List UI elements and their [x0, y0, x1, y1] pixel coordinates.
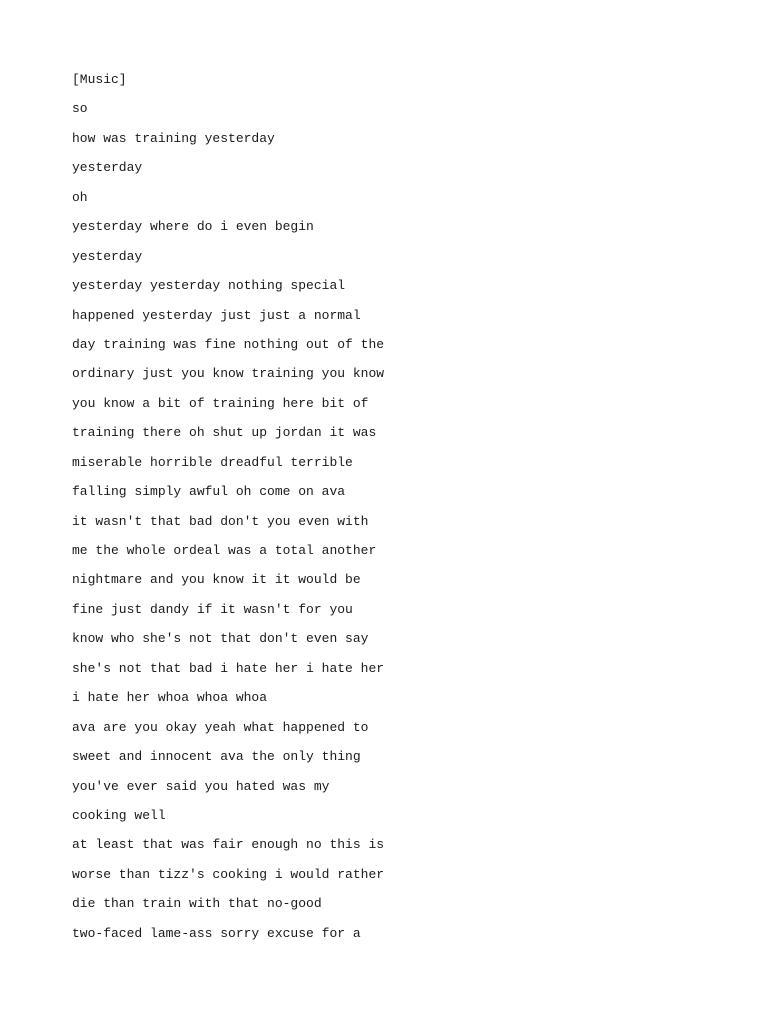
- transcript-line: me the whole ordeal was a total another: [72, 543, 377, 558]
- transcript-line: she's not that bad i hate her i hate her: [72, 660, 385, 676]
- transcript-line: training there oh shut up jordan it was: [72, 425, 377, 441]
- transcript-line: falling simply awful oh come on ava: [72, 484, 346, 500]
- transcript-line: know who she's not that don't even say: [72, 631, 369, 647]
- transcript-line: sweet and innocent ava the only thing: [72, 749, 361, 765]
- transcript-line: you've ever said you hated was my: [72, 778, 330, 794]
- transcript-line: yesterday where do i even begin: [72, 219, 314, 235]
- transcript-line: so: [72, 101, 88, 117]
- transcript-line: [Music]: [72, 72, 127, 87]
- transcript-line: happened yesterday just just a normal: [72, 307, 361, 323]
- transcript-line: two-faced lame-ass sorry excuse for a: [72, 925, 361, 941]
- transcript-line: fine just dandy if it wasn't for you: [72, 601, 353, 617]
- transcript-line: oh: [72, 189, 88, 205]
- transcript-line: i hate her whoa whoa whoa: [72, 690, 268, 706]
- transcript-line: at least that was fair enough no this is: [72, 837, 385, 853]
- transcript-line: you know a bit of training here bit of: [72, 395, 369, 411]
- transcript-text: [72, 70, 384, 953]
- transcript-line: miserable horrible dreadful terrible: [72, 454, 353, 470]
- transcript-line: it wasn't that bad don't you even with: [72, 513, 369, 529]
- transcript-line: die than train with that no-good: [72, 896, 322, 912]
- transcript-line: how was training yesterday: [72, 130, 275, 146]
- transcript-line: day training was fine nothing out of the: [72, 336, 385, 352]
- transcript-line: nightmare and you know it it would be: [72, 572, 361, 588]
- transcript-line: ava are you okay yeah what happened to: [72, 719, 369, 735]
- transcript-line: yesterday: [72, 160, 143, 176]
- transcript-line: ordinary just you know training you know: [72, 366, 385, 382]
- transcript-line: cooking well: [72, 807, 166, 823]
- transcript-line: yesterday: [72, 248, 143, 264]
- transcript-line: yesterday yesterday nothing special: [72, 278, 346, 294]
- transcript-line: worse than tizz's cooking i would rather: [72, 866, 385, 882]
